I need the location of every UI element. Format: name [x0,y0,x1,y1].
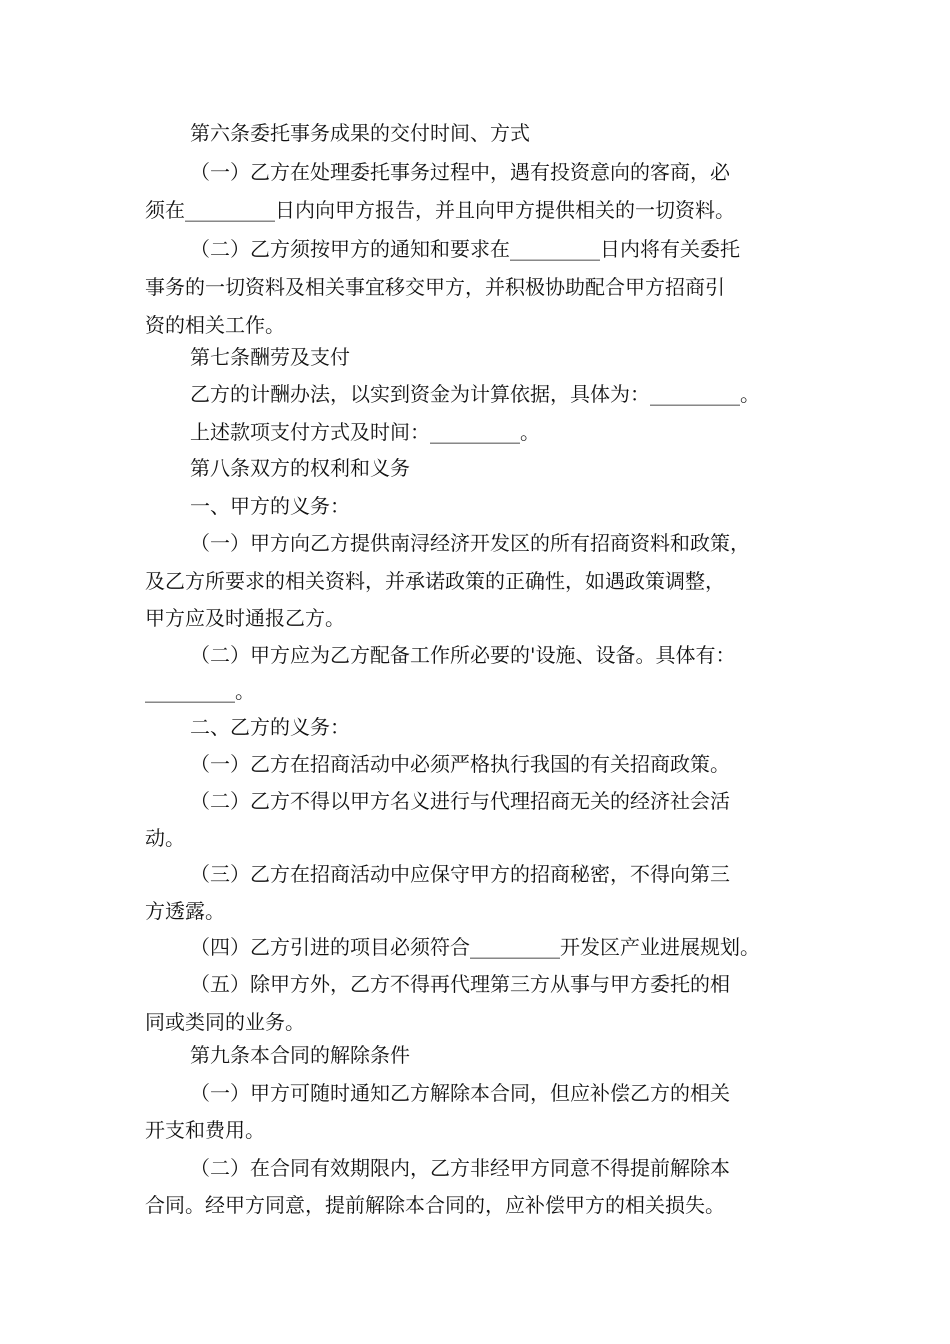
paragraph-line: （一）乙方在招商活动中必须严格执行我国的有关招商政策。 [190,752,730,776]
paragraph-line: （二）乙方不得以甲方名义进行与代理招商无关的经济社会活 [190,789,730,813]
paragraph-line: 及乙方所要求的相关资料，并承诺政策的正确性，如遇政策调整， [145,569,725,593]
paragraph-line: 事务的一切资料及相关事宜移交甲方，并积极协助配合甲方招商引 [145,275,725,299]
article-7-heading: 第七条酬劳及支付 [190,345,350,369]
paragraph-line: （三）乙方在招商活动中应保守甲方的招商秘密，不得向第三 [190,862,730,886]
paragraph-line: 动。 [145,826,185,850]
paragraph-line: （二）在合同有效期限内，乙方非经甲方同意不得提前解除本 [190,1156,730,1180]
paragraph-line: 方透露。 [145,899,225,923]
paragraph-line: （一）甲方向乙方提供南浔经济开发区的所有招商资料和政策， [190,531,750,555]
paragraph-line: （一）乙方在处理委托事务过程中，遇有投资意向的客商，必 [190,160,730,184]
paragraph-line: （二）甲方应为乙方配备工作所必要的'设施、设备。具体有： [190,643,736,667]
paragraph-line: 资的相关工作。 [145,313,285,337]
article-9-heading: 第九条本合同的解除条件 [190,1043,410,1067]
paragraph-line: （五）除甲方外，乙方不得再代理第三方从事与甲方委托的相 [190,972,730,996]
paragraph-line: （一）甲方可随时通知乙方解除本合同，但应补偿乙方的相关 [190,1081,730,1105]
article-6-heading: 第六条委托事务成果的交付时间、方式 [190,121,530,145]
paragraph-line: （四）乙方引进的项目必须符合_________开发区产业进展规划。 [190,935,760,959]
article-8-heading: 第八条双方的权利和义务 [190,456,410,480]
paragraph-line: 同或类同的业务。 [145,1010,305,1034]
section-heading: 二、乙方的义务： [190,715,350,739]
paragraph-line: 上述款项支付方式及时间：_________。 [190,420,540,444]
paragraph-line: 开支和费用。 [145,1118,265,1142]
paragraph-line: 合同。经甲方同意，提前解除本合同的，应补偿甲方的相关损失。 [145,1193,725,1217]
paragraph-line: _________。 [145,679,255,703]
paragraph-line: （二）乙方须按甲方的通知和要求在_________日内将有关委托 [190,237,740,261]
paragraph-line: 甲方应及时通报乙方。 [145,606,345,630]
paragraph-line: 乙方的计酬办法，以实到资金为计算依据，具体为：_________。 [190,382,760,406]
section-heading: 一、甲方的义务： [190,494,350,518]
paragraph-line: 须在_________日内向甲方报告，并且向甲方提供相关的一切资料。 [145,198,735,222]
